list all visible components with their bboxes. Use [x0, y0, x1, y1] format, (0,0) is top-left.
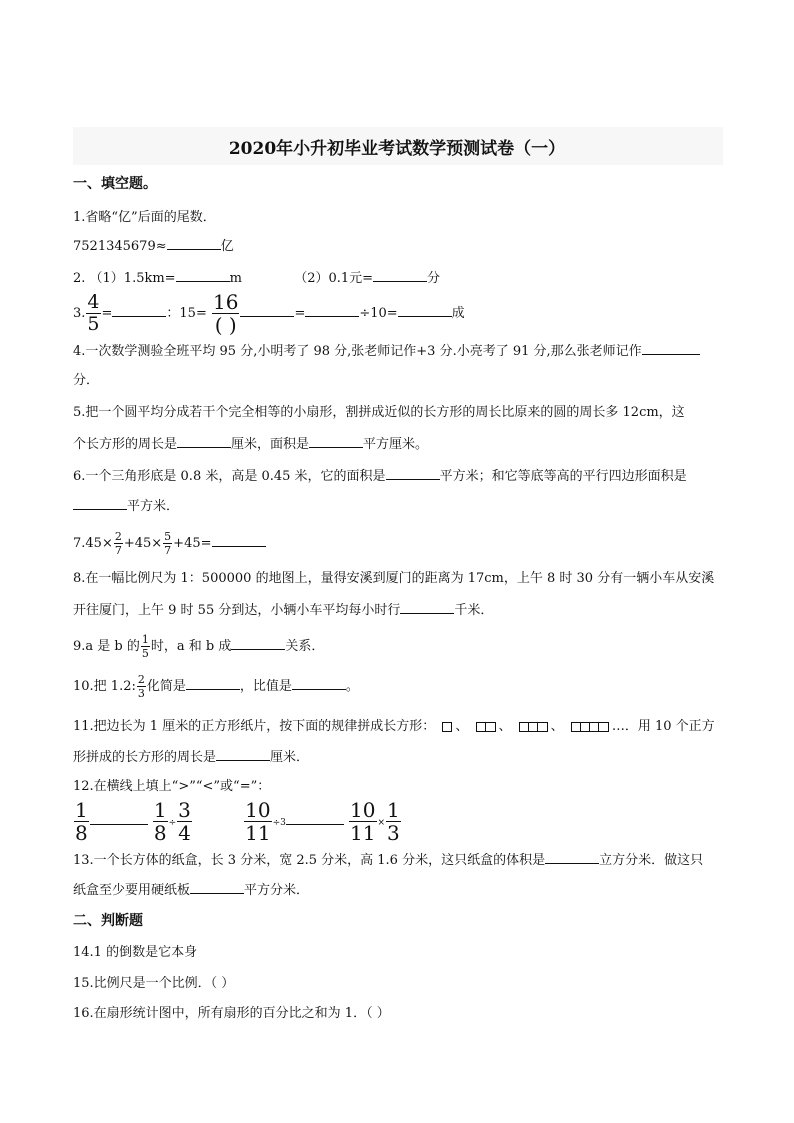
- answer-blank[interactable]: [186, 676, 240, 690]
- question-4-line2: 分．: [73, 373, 100, 388]
- page-title: 2020年小升初毕业考试数学预测试卷（一）: [228, 139, 566, 159]
- answer-blank[interactable]: [176, 268, 230, 282]
- question-12-text: 12.在横线上填上“>”“<”或“=”：: [73, 779, 271, 794]
- section-heading-fill-blank: 一、填空题。: [73, 176, 157, 192]
- answer-blank[interactable]: [190, 880, 244, 894]
- answer-blank[interactable]: [90, 811, 148, 825]
- square-strip-2: [476, 722, 496, 732]
- question-8-line2: 开往厦门，上午 9 时 55 分到达，小辆小车平均每小时行 千米．: [73, 600, 493, 620]
- answer-blank[interactable]: [398, 303, 452, 317]
- fraction-4-5: $\frac{4}{5}$: [87, 291, 100, 335]
- question-5-line2: 个长方形的周长是 厘米，面积是 平方厘米。: [73, 434, 428, 454]
- square-strip-1: [442, 722, 452, 732]
- fraction-2-7: $\frac{2}{7}$: [114, 530, 122, 557]
- question-13-line2: 纸盒至少要用硬纸板 平方分米．: [73, 880, 309, 900]
- square-strip-4: [571, 722, 609, 732]
- answer-blank[interactable]: [373, 268, 427, 282]
- question-7: 7.45× $\frac{2}{7}$ +45× $\frac{5}{7}$ +45=: [73, 528, 266, 560]
- fraction-10-11: $\frac{10}{11}$: [350, 798, 376, 845]
- section-heading-judgement: 二、判断题: [73, 913, 143, 929]
- answer-blank[interactable]: [642, 341, 700, 355]
- answer-blank[interactable]: [545, 850, 599, 864]
- question-1-text: 1.省略“亿”后面的尾数．: [73, 210, 216, 225]
- answer-blank[interactable]: [386, 466, 440, 480]
- question-3: 3. $\frac{4}{5}$ = ：15= $\frac{16}{( )}$ = ÷10= 成: [73, 290, 465, 337]
- fraction-1-8: $\frac{1}{8}$: [75, 798, 88, 845]
- answer-blank[interactable]: [216, 747, 270, 761]
- answer-blank[interactable]: [286, 811, 344, 825]
- fraction-3-4: $\frac{3}{4}$: [178, 798, 191, 845]
- answer-blank[interactable]: [305, 303, 359, 317]
- question-15: 15.比例尺是一个比例．（ ）: [73, 976, 235, 991]
- fraction-1-8: $\frac{1}{8}$: [153, 798, 167, 845]
- question-6-line2: 平方米．: [73, 496, 179, 516]
- answer-blank[interactable]: [400, 600, 454, 614]
- fraction-1-3: $\frac{1}{3}$: [387, 798, 400, 845]
- fraction-5-7: $\frac{5}{7}$: [164, 530, 172, 557]
- answer-blank[interactable]: [112, 303, 166, 317]
- answer-blank[interactable]: [177, 434, 231, 448]
- question-6-line1: 6.一个三角形底是 0.8 米，高是 0.45 米，它的面积是 平方米；和它等底等高的平行四边形面积是: [73, 466, 687, 486]
- question-10: 10.把 1.2: $\frac{2}{3}$ 化简是 ，比值是 。: [73, 673, 359, 700]
- question-5-line1: 5.把一个圆平均分成若干个完全相等的小扇形，割拼成近似的长方形的周长比原来的圆的周长多 12cm，这: [73, 405, 685, 420]
- answer-blank[interactable]: [167, 236, 221, 250]
- answer-blank[interactable]: [240, 303, 294, 317]
- question-14: 14.1 的倒数是它本身: [73, 945, 198, 960]
- answer-blank[interactable]: [73, 496, 127, 510]
- question-12-comparisons: $\frac{1}{8}$ $\frac{1}{8}$ ÷ $\frac{3}{4}$ $\frac{10}{11}$ ÷3 $\frac{10}{11}$ × $\frac{1}{3}$: [75, 798, 400, 845]
- fraction-1-5: $\frac{1}{5}$: [141, 633, 149, 660]
- question-9: 9.a 是 b 的 $\frac{1}{5}$ 时，a 和 b 成 关系．: [73, 633, 325, 660]
- square-strip-3: [519, 722, 548, 732]
- answer-blank[interactable]: [309, 434, 363, 448]
- fraction-2-3: $\frac{2}{3}$: [137, 673, 145, 700]
- fraction-10-11: $\frac{10}{11}$: [245, 798, 271, 845]
- answer-blank[interactable]: [292, 676, 346, 690]
- question-4-line1: 4.一次数学测验全班平均 95 分,小明考了 98 分,张老师记作+3 分.小亮考了 91 分,那么张老师记作: [73, 341, 700, 361]
- answer-blank[interactable]: [231, 636, 285, 650]
- question-1-expression: 7521345679≈ 亿: [73, 236, 234, 256]
- answer-blank[interactable]: [212, 533, 266, 547]
- question-11-line2: 形拼成的长方形的周长是 厘米．: [73, 747, 309, 767]
- question-13-line1: 13.一个长方体的纸盒，长 3 分米，宽 2.5 分米，高 1.6 分米，这只纸盒的体积是 立方分米．做这只: [73, 850, 703, 870]
- question-11-line1: 11.把边长为 1 厘米的正方形纸片，按下面的规律拼成长方形： 、 、 、 …．用 10 个正方: [73, 719, 715, 734]
- question-8-line1: 8.在一幅比例尺为 1：500000 的地图上，量得安溪到厦门的距离为 17cm，上午 8 时 30 分有一辆小车从安溪: [73, 571, 715, 586]
- question-16: 16.在扇形统计图中，所有扇形的百分比之和为 1．（ ）: [73, 1006, 390, 1021]
- fraction-16-blank: $\frac{16}{( )}$: [212, 290, 239, 337]
- question-2: 2. （1）1.5km= m （2）0.1元= 分: [73, 268, 440, 288]
